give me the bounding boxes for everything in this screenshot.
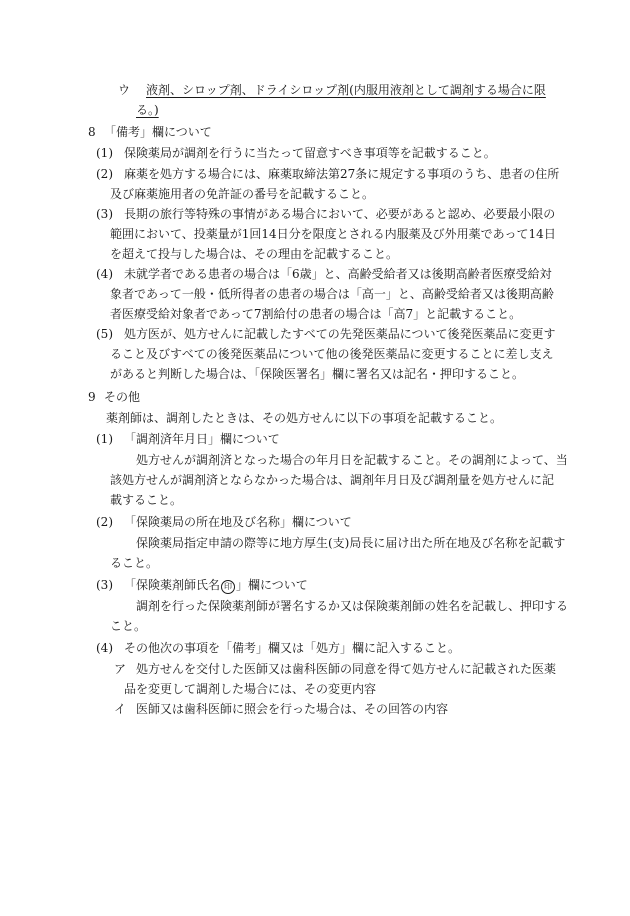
s9-item3-marker: (3) [96,578,113,592]
section-8-title: 「備考」欄について [104,125,212,139]
s9-item1-line: 載すること。 [110,493,183,507]
s8-item5-line: があると判断した場合は、「保険医署名」欄に署名又は記名・押印すること。 [110,367,525,381]
s8-item5-marker: (5) [96,327,113,341]
s8-item3-line: を超えて投与した場合は、その理由を記載すること。 [110,247,399,261]
s8-item4-line: 未就学者である患者の場合は「6歳」と、高齢受給者又は後期高齢者医療受給対 [124,267,552,281]
s9-item1-marker: (1) [96,432,113,446]
s8-item2-marker: (2) [96,167,113,181]
s8-item3-marker: (3) [96,207,113,221]
s9-item2-line: ること。 [110,556,159,570]
dosage-item-text-cont: る。) [136,103,159,117]
s8-item4-line: 象者であって一般・低所得者の患者の場合は「高一」と、高齢受給者又は後期高齢 [110,287,554,301]
s9-item1-line: 該処方せんが調剤済とならなかった場合は、調剤年月日及び調剤量を処方せんに記 [110,473,555,487]
item-marker-u: ウ [118,83,131,97]
s9-item3-title-after: 」欄について [236,578,308,592]
s8-item3-line: 範囲において、投薬量が1回14日分を限度とされる内服薬及び外用薬であって14日 [110,227,556,241]
s9-subitem-a-marker: ア [114,662,127,676]
s9-item4-marker: (4) [96,641,113,655]
s9-item3-line: こと。 [110,619,147,633]
s8-item5-line: 処方医が、処方せんに記載したすべての先発医薬品について後発医薬品に変更す [124,327,556,341]
s8-item3-line: 長期の旅行等特殊の事情がある場合において、必要があると認め、必要最小限の [124,207,556,221]
s9-item2-line: 保険薬局指定申請の際等に地方厚生(支)局長に届け出た所在地及び名称を記載す [136,536,566,550]
dosage-item-text: 液剤、シロップ剤、ドライシロップ剤(内服用液剤として調剤する場合に限 [146,83,546,97]
s9-subitem-b-line: 医師又は歯科医師に照会を行った場合は、その回答の内容 [136,702,449,716]
s8-item4-marker: (4) [96,267,113,281]
s9-item4-title: その他次の事項を「備考」欄又は「処方」欄に記入すること。 [124,641,461,655]
s8-item2-line: 麻薬を処方する場合には、麻薬取締法第27条に規定する事項のうち、患者の住所 [124,167,560,181]
s9-subitem-a-line: 品を変更して調剤した場合には、その変更内容 [124,682,377,696]
section-9-title: その他 [104,390,141,404]
seal-icon: 印 [221,580,235,594]
s9-item1-line: 処方せんが調剤済となった場合の年月日を記載すること。その調剤によって、当 [136,453,568,467]
s8-item1-line: 保険薬局が調剤を行うに当たって留意すべき事項等を記載すること。 [124,146,496,160]
s8-item1-marker: (1) [96,146,113,160]
s9-item3-title [124,577,308,594]
s8-item5-line: ること及びすべての後発医薬品について他の後発医薬品に変更することに差し支え [110,347,554,361]
s9-subitem-b-marker: イ [114,702,127,716]
section-9-number: 9 [88,390,96,404]
section-8-number: 8 [88,125,96,139]
s8-item2-line: 及び麻薬施用者の免許証の番号を記載すること。 [110,187,375,201]
s9-item3-title-before: 「保険薬剤師氏名 [124,578,221,592]
s8-item4-line: 者医療受給対象者であって7割給付の患者の場合は「高7」と記載すること。 [110,307,522,321]
section-9-intro: 薬剤師は、調剤したときは、その処方せんに以下の事項を記載すること。 [106,411,503,425]
s9-item3-line: 調剤を行った保険薬剤師が署名するか又は保険薬剤師の姓名を記載し、押印する [136,599,569,613]
s9-item2-marker: (2) [96,515,113,529]
s9-item2-title: 「保険薬局の所在地及び名称」欄について [124,515,352,529]
s9-subitem-a-line: 処方せんを交付した医師又は歯科医師の同意を得て処方せんに記載された医薬 [136,662,557,676]
s9-item1-title: 「調剤済年月日」欄について [124,432,280,446]
